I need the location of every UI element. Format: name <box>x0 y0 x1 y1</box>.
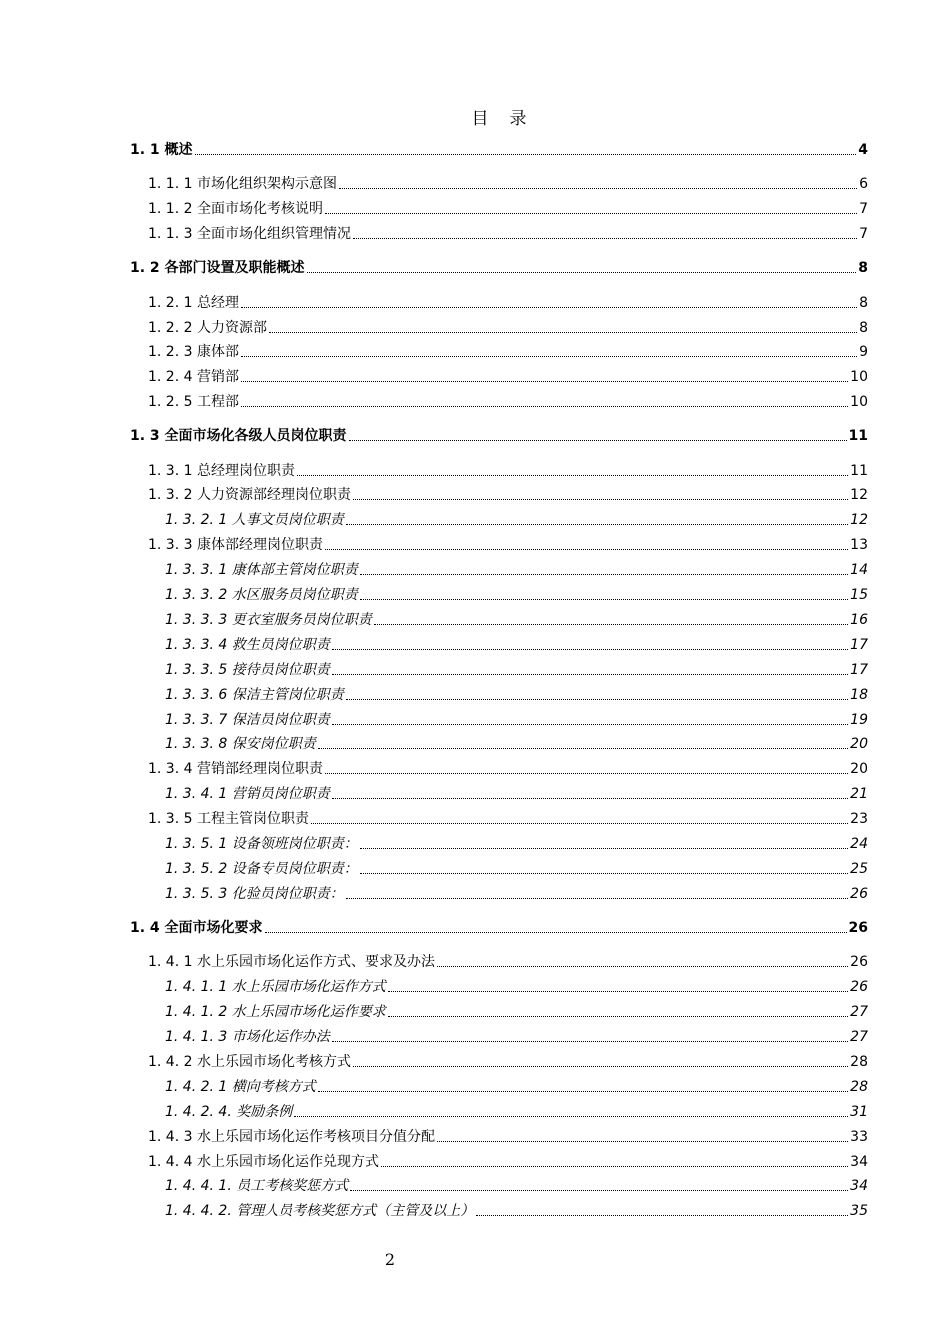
toc-entry-label: 1. 3. 3. 7 保洁员岗位职责 <box>165 712 330 728</box>
toc-entry-label: 1. 4. 4 水上乐园市场化运作兑现方式 <box>148 1154 379 1170</box>
toc-entry[interactable] <box>0 661 950 681</box>
toc-entry[interactable] <box>0 953 950 973</box>
toc-leader-dots <box>332 723 848 725</box>
toc-entry-label: 1. 2. 3 康体部 <box>148 344 239 360</box>
toc-entry-page: 28 <box>850 1054 868 1070</box>
toc-entry-label: 1. 4. 1 水上乐园市场化运作方式、要求及办法 <box>148 954 435 970</box>
toc-entry[interactable] <box>0 810 950 830</box>
toc-entry-page: 8 <box>858 260 868 276</box>
toc-entry[interactable] <box>0 294 950 314</box>
toc-leader-dots <box>353 237 857 239</box>
toc-entry[interactable] <box>0 141 950 161</box>
toc-entry-page: 35 <box>850 1203 868 1219</box>
toc-leader-dots <box>353 498 848 500</box>
toc-leader-dots <box>332 797 848 799</box>
toc-leader-dots <box>437 1140 848 1142</box>
toc-entry-page: 12 <box>850 512 868 528</box>
toc-entry[interactable] <box>0 319 950 339</box>
toc-entry-page: 8 <box>859 295 868 311</box>
toc-entry-page: 20 <box>850 761 868 777</box>
toc-leader-dots <box>360 872 848 874</box>
toc-entry-label: 1. 4. 4. 1. 员工考核奖惩方式 <box>165 1178 349 1194</box>
toc-entry[interactable] <box>0 1177 950 1197</box>
toc-entry-page: 33 <box>850 1129 868 1145</box>
toc-leader-dots <box>241 405 848 407</box>
toc-entry-page: 34 <box>850 1178 868 1194</box>
toc-entry-label: 1. 3. 5. 2 设备专员岗位职责： <box>165 861 358 877</box>
toc-entry[interactable] <box>0 1003 950 1023</box>
toc-leader-dots <box>311 822 848 824</box>
toc-entry-page: 11 <box>850 463 868 479</box>
toc-leader-dots <box>325 548 848 550</box>
toc-entry-page: 18 <box>850 687 868 703</box>
toc-entry[interactable] <box>0 200 950 220</box>
toc-entry[interactable] <box>0 368 950 388</box>
toc-entry-page: 7 <box>859 226 868 242</box>
toc-entry-label: 1. 3. 3. 4 救生员岗位职责 <box>165 637 330 653</box>
toc-entry-label: 1. 3. 3 康体部经理岗位职责 <box>148 537 323 553</box>
toc-entry-page: 27 <box>850 1029 868 1045</box>
toc-entry[interactable] <box>0 760 950 780</box>
toc-entry[interactable] <box>0 393 950 413</box>
toc-entry[interactable] <box>0 835 950 855</box>
toc-leader-dots <box>374 623 848 625</box>
toc-entry-page: 26 <box>850 954 868 970</box>
toc-entry-label: 1. 3 全面市场化各级人员岗位职责 <box>130 428 347 444</box>
toc-entry-page: 10 <box>850 394 868 410</box>
toc-entry[interactable] <box>0 343 950 363</box>
toc-leader-dots <box>241 306 857 308</box>
toc-leader-dots <box>346 897 848 899</box>
toc-entry-label: 1. 3. 2 人力资源部经理岗位职责 <box>148 487 351 503</box>
toc-leader-dots <box>353 1065 848 1067</box>
toc-entry-label: 1. 4. 1. 3 市场化运作办法 <box>165 1029 330 1045</box>
toc-leader-dots <box>360 573 848 575</box>
toc-entry-label: 1. 4 全面市场化要求 <box>130 920 263 936</box>
toc-entry-page: 19 <box>850 712 868 728</box>
toc-entry[interactable] <box>0 225 950 245</box>
toc-leader-dots <box>346 698 848 700</box>
page-number: 2 <box>384 1250 396 1269</box>
toc-entry-label: 1. 3. 2. 1 人事文员岗位职责 <box>165 512 344 528</box>
toc-entry[interactable] <box>0 586 950 606</box>
toc-entry-page: 16 <box>850 612 868 628</box>
toc-entry[interactable] <box>0 611 950 631</box>
toc-leader-dots <box>349 439 847 441</box>
toc-entry-label: 1. 2. 4 营销部 <box>148 369 239 385</box>
toc-entry[interactable] <box>0 486 950 506</box>
toc-entry[interactable] <box>0 427 950 447</box>
toc-entry[interactable] <box>0 1053 950 1073</box>
toc-leader-dots <box>269 331 857 333</box>
toc-entry-label: 1. 1. 2 全面市场化考核说明 <box>148 201 323 217</box>
toc-entry[interactable] <box>0 785 950 805</box>
toc-entry[interactable] <box>0 259 950 279</box>
toc-entry-page: 4 <box>858 142 868 158</box>
toc-leader-dots <box>332 648 848 650</box>
toc-entry-page: 14 <box>850 562 868 578</box>
toc-entry[interactable] <box>0 511 950 531</box>
toc-entry-label: 1. 2 各部门设置及职能概述 <box>130 260 305 276</box>
toc-leader-dots <box>241 380 848 382</box>
toc-entry-page: 26 <box>850 979 868 995</box>
toc-leader-dots <box>360 847 848 849</box>
toc-entry-label: 1. 3. 3. 8 保安岗位职责 <box>165 736 316 752</box>
toc-entry-label: 1. 2. 5 工程部 <box>148 394 239 410</box>
toc-entry[interactable] <box>0 885 950 905</box>
toc-leader-dots <box>350 1189 848 1191</box>
toc-entry[interactable] <box>0 1128 950 1148</box>
toc-entry[interactable] <box>0 175 950 195</box>
toc-entry-label: 1. 1. 1 市场化组织架构示意图 <box>148 176 337 192</box>
toc-entry-page: 21 <box>850 786 868 802</box>
toc-entry-label: 1. 4. 1. 1 水上乐园市场化运作方式 <box>165 979 386 995</box>
toc-leader-dots <box>332 673 848 675</box>
toc-leader-dots <box>297 474 848 476</box>
toc-entry-label: 1. 3. 5. 1 设备领班岗位职责： <box>165 836 358 852</box>
toc-entry-page: 17 <box>850 662 868 678</box>
toc-leader-dots <box>388 1015 848 1017</box>
toc-leader-dots <box>476 1214 848 1216</box>
toc-entry[interactable] <box>0 636 950 656</box>
toc-entry[interactable] <box>0 462 950 482</box>
toc-leader-dots <box>265 931 847 933</box>
toc-entry-label: 1. 4. 1. 2 水上乐园市场化运作要求 <box>165 1004 386 1020</box>
toc-entry-label: 1. 4. 2 水上乐园市场化考核方式 <box>148 1054 351 1070</box>
toc-leader-dots <box>318 1090 848 1092</box>
toc-entry[interactable] <box>0 1153 950 1173</box>
toc-entry-page: 20 <box>850 736 868 752</box>
toc-entry-page: 23 <box>850 811 868 827</box>
toc-entry[interactable] <box>0 536 950 556</box>
toc-entry-page: 26 <box>850 886 868 902</box>
toc-entry[interactable] <box>0 1078 950 1098</box>
toc-leader-dots <box>318 747 848 749</box>
toc-entry-label: 1. 4. 3 水上乐园市场化运作考核项目分值分配 <box>148 1129 435 1145</box>
toc-leader-dots <box>332 1040 848 1042</box>
toc-entry-page: 26 <box>848 920 868 936</box>
toc-entry-label: 1. 3. 3. 1 康体部主管岗位职责 <box>165 562 358 578</box>
toc-leader-dots <box>360 598 848 600</box>
toc-entry[interactable] <box>0 686 950 706</box>
toc-entry-page: 31 <box>850 1104 868 1120</box>
toc-entry-page: 9 <box>859 344 868 360</box>
toc-leader-dots <box>241 355 857 357</box>
toc-entry-label: 1. 4. 2. 4. 奖励条例 <box>165 1104 293 1120</box>
toc-entry-label: 1. 3. 3. 3 更衣室服务员岗位职责 <box>165 612 372 628</box>
toc-entry-page: 10 <box>850 369 868 385</box>
toc-entry-page: 7 <box>859 201 868 217</box>
toc-leader-dots <box>339 187 857 189</box>
toc-entry[interactable] <box>0 735 950 755</box>
toc-entry-page: 34 <box>850 1154 868 1170</box>
toc-entry-page: 25 <box>850 861 868 877</box>
toc-entry[interactable] <box>0 1202 950 1222</box>
toc-entry-label: 1. 3. 4. 1 营销员岗位职责 <box>165 786 330 802</box>
toc-entry-label: 1. 3. 1 总经理岗位职责 <box>148 463 295 479</box>
toc-entry[interactable] <box>0 1028 950 1048</box>
toc-leader-dots <box>325 772 848 774</box>
toc-leader-dots <box>346 523 848 525</box>
toc-entry[interactable] <box>0 860 950 880</box>
toc-leader-dots <box>325 212 857 214</box>
toc-entry-page: 8 <box>859 320 868 336</box>
toc-entry-label: 1. 2. 1 总经理 <box>148 295 239 311</box>
toc-leader-dots <box>437 965 848 967</box>
toc-leader-dots <box>388 990 848 992</box>
toc-title: 目 录 <box>471 109 529 129</box>
toc-entry[interactable] <box>0 978 950 998</box>
toc-entry-label: 1. 3. 3. 5 接待员岗位职责 <box>165 662 330 678</box>
toc-entry-label: 1. 1 概述 <box>130 142 193 158</box>
toc-entry-label: 1. 3. 5. 3 化验员岗位职责： <box>165 886 344 902</box>
toc-entry-label: 1. 4. 2. 1 横向考核方式 <box>165 1079 316 1095</box>
toc-entry-page: 12 <box>850 487 868 503</box>
toc-entry-page: 27 <box>850 1004 868 1020</box>
toc-entry[interactable] <box>0 1103 950 1123</box>
toc-entry[interactable] <box>0 919 950 939</box>
toc-entry-page: 13 <box>850 537 868 553</box>
toc-entry-label: 1. 1. 3 全面市场化组织管理情况 <box>148 226 351 242</box>
toc-entry-page: 28 <box>850 1079 868 1095</box>
toc-entry-page: 11 <box>848 428 868 444</box>
toc-entry-label: 1. 2. 2 人力资源部 <box>148 320 267 336</box>
toc-entry-page: 24 <box>850 836 868 852</box>
toc-entry[interactable] <box>0 711 950 731</box>
toc-entry[interactable] <box>0 561 950 581</box>
toc-leader-dots <box>381 1165 848 1167</box>
toc-entry-page: 6 <box>859 176 868 192</box>
toc-leader-dots <box>195 153 857 155</box>
toc-entry-label: 1. 3. 3. 6 保洁主管岗位职责 <box>165 687 344 703</box>
toc-leader-dots <box>307 271 857 273</box>
toc-entry-label: 1. 3. 4 营销部经理岗位职责 <box>148 761 323 777</box>
toc-leader-dots <box>294 1115 848 1117</box>
toc-entry-page: 17 <box>850 637 868 653</box>
toc-entry-label: 1. 3. 3. 2 水区服务员岗位职责 <box>165 587 358 603</box>
toc-entry-label: 1. 3. 5 工程主管岗位职责 <box>148 811 309 827</box>
toc-entry-label: 1. 4. 4. 2. 管理人员考核奖惩方式（主管及以上） <box>165 1203 475 1219</box>
toc-entry-page: 15 <box>850 587 868 603</box>
